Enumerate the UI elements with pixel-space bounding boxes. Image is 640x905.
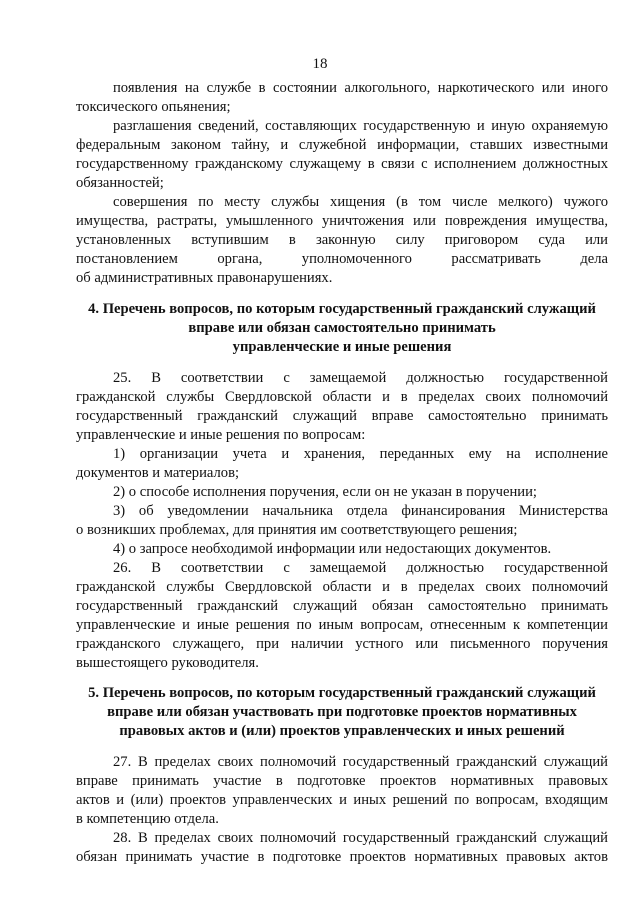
- section-heading-line: управленческие и иные решения: [232, 339, 452, 355]
- text-line: 2) о способе исполнения поручения, если он не указан в поручении;: [113, 484, 537, 500]
- text-line: в компетенцию отдела.: [76, 811, 219, 827]
- text-line: гражданской службы Свердловской области и в пределах своих полномочий: [76, 389, 608, 405]
- text-line: документов и материалов;: [76, 465, 240, 481]
- text-line: 27. В пределах своих полномочий государственный гражданский служащий: [113, 754, 608, 770]
- text-line: установленных вступившим в законную силу приговором суда или: [76, 232, 608, 248]
- text-line: разглашения сведений, составляющих государственную и иную охраняемую: [113, 118, 608, 134]
- text-line: постановлением органа, уполномоченного рассматривать дела: [76, 251, 608, 267]
- text-line: обязан принимать участие в подготовке проектов нормативных правовых актов: [76, 849, 608, 865]
- text-line: государственному гражданскому служащему в связи с исполнением должностных: [76, 156, 608, 172]
- text-line: вправе принимать участие в подготовке проектов нормативных правовых: [76, 773, 608, 789]
- text-line: управленческие и иные решения по вопросам:: [76, 427, 366, 443]
- text-line: гражданской службы Свердловской области и в пределах своих полномочий: [76, 579, 608, 595]
- text-line: токсического опьянения;: [76, 99, 231, 115]
- text-line: имущества, растраты, умышленного уничтожения или повреждения имущества,: [76, 213, 608, 229]
- section-heading-line: 5. Перечень вопросов, по которым государственный гражданский служащий: [88, 685, 596, 701]
- text-line: 25. В соответствии с замещаемой должностью государственной: [113, 370, 608, 386]
- text-line: о возникших проблемах, для принятия им соответствующего решения;: [76, 522, 518, 538]
- text-line: государственный гражданский служащий обязан самостоятельно принимать: [76, 598, 608, 614]
- section-heading-line: 4. Перечень вопросов, по которым государственный гражданский служащий: [88, 301, 596, 317]
- text-line: актов и (или) проектов управленческих и иных решений по вопросам, входящим: [76, 792, 608, 808]
- text-line: 26. В соответствии с замещаемой должностью государственной: [113, 560, 608, 576]
- text-line: совершения по месту службы хищения (в том числе мелкого) чужого: [113, 194, 608, 210]
- section-heading-line: вправе или обязан участвовать при подготовке проектов нормативных: [107, 704, 577, 720]
- text-line: 28. В пределах своих полномочий государственный гражданский служащий: [113, 830, 608, 846]
- text-line: 3) об уведомлении начальника отдела финансирования Министерства: [113, 503, 608, 519]
- text-line: управленческие и иные решения по иным вопросам, отнесенным к компетенции: [76, 617, 608, 633]
- text-line: гражданского служащего, при наличии устного или письменного поручения: [76, 636, 608, 652]
- text-line: появления на службе в состоянии алкогольного, наркотического или иного: [113, 80, 608, 96]
- text-line: вышестоящего руководителя.: [76, 655, 259, 671]
- text-line: 4) о запросе необходимой информации или недостающих документов.: [113, 541, 552, 557]
- text-line: 1) организации учета и хранения, переданных ему на исполнение: [113, 446, 608, 462]
- page-number: 18: [312, 56, 328, 72]
- text-line: об административных правонарушениях.: [76, 270, 333, 286]
- text-line: обязанностей;: [76, 175, 164, 191]
- text-line: федеральным законом тайну, и служебной информации, ставших известными: [76, 137, 608, 153]
- section-heading-line: вправе или обязан самостоятельно принимать: [188, 320, 496, 336]
- text-line: государственный гражданский служащий вправе самостоятельно принимать: [76, 408, 608, 424]
- section-heading-line: правовых актов и (или) проектов управленческих и иных решений: [119, 723, 565, 739]
